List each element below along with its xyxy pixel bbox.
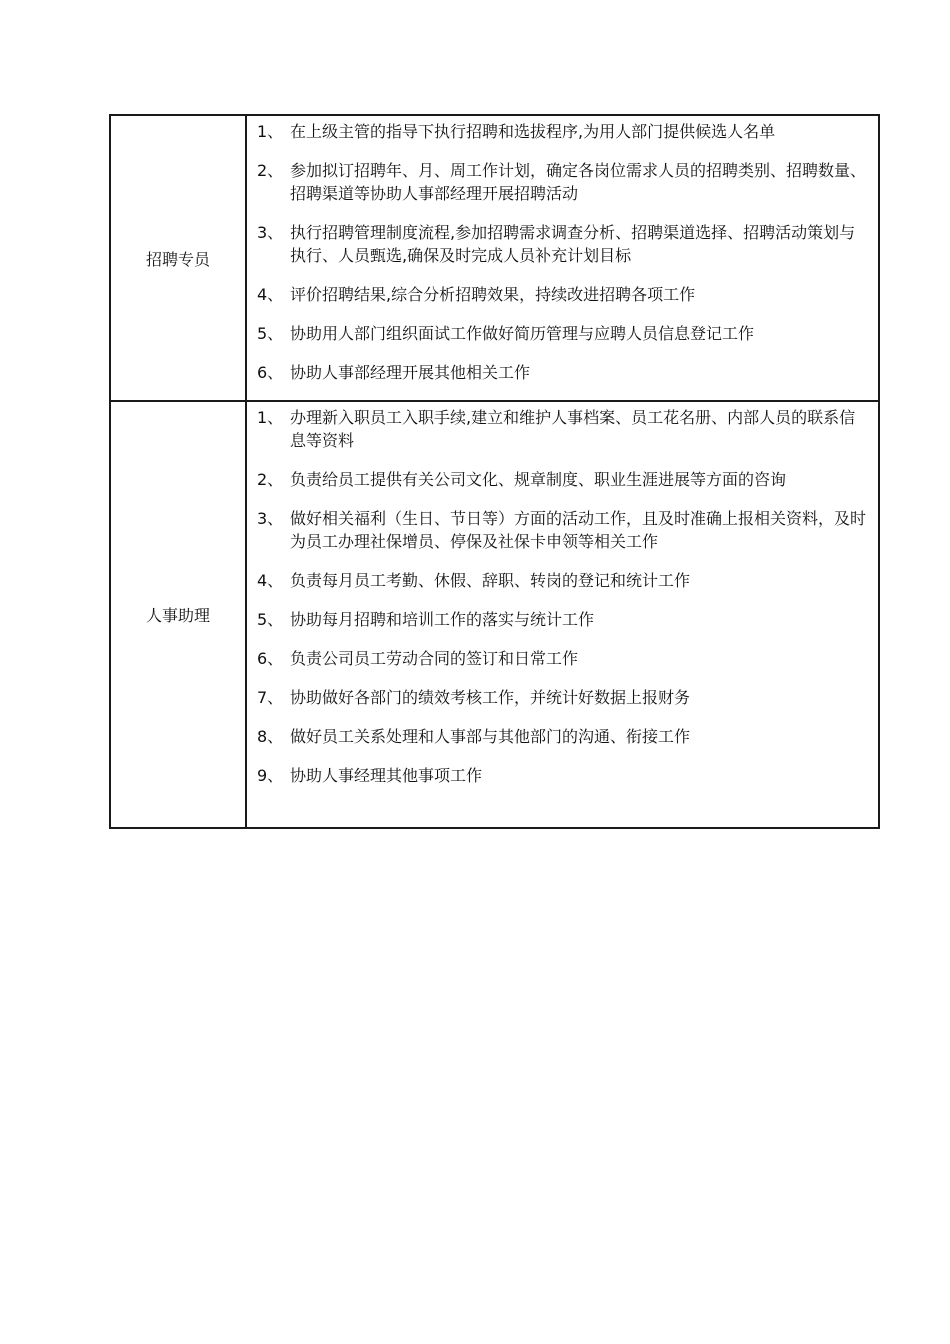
- duty-number: 6、: [257, 649, 284, 668]
- duty-number: 3、: [257, 509, 284, 528]
- duty-text: 评价招聘结果,综合分析招聘效果，持续改进招聘各项工作: [290, 285, 696, 304]
- duty-item: [257, 283, 870, 306]
- duty-list: [247, 402, 878, 787]
- duty-item: [257, 725, 870, 748]
- duty-number: 3、: [257, 223, 284, 242]
- duty-text: 协助人事经理其他事项工作: [290, 766, 483, 785]
- role-title-cell: [110, 115, 246, 401]
- duty-number: 2、: [257, 470, 284, 489]
- duty-item: [257, 221, 870, 267]
- duty-number: 4、: [257, 571, 284, 590]
- duty-item: [257, 159, 870, 205]
- duty-item: [257, 507, 870, 553]
- duty-number: 1、: [257, 408, 284, 427]
- duty-number: 4、: [257, 285, 284, 304]
- duty-list: [247, 116, 878, 384]
- duty-item: [257, 686, 870, 709]
- duty-text: 协助每月招聘和培训工作的落实与统计工作: [290, 610, 595, 629]
- duty-text: 做好员工关系处理和人事部与其他部门的沟通、衔接工作: [290, 727, 691, 746]
- duty-text: 协助用人部门组织面试工作做好简历管理与应聘人员信息登记工作: [290, 324, 755, 343]
- role-title: 招聘专员: [145, 249, 210, 269]
- role-title: 人事助理: [145, 606, 210, 625]
- duty-item: [257, 322, 870, 345]
- duty-number: 2、: [257, 161, 284, 180]
- duty-item: [257, 361, 870, 384]
- duty-text: 负责每月员工考勤、休假、辞职、转岗的登记和统计工作: [290, 571, 691, 590]
- duty-number: 9、: [257, 766, 284, 785]
- duties-cell: [246, 115, 879, 401]
- role-row-hr-assistant: [110, 401, 879, 828]
- duty-text: 办理新入职员工入职手续,建立和维护人事档案、员工花名册、内部人员的联系信息等资料: [290, 408, 856, 450]
- duty-text: 做好相关福利（生日、节日等）方面的活动工作，且及时准确上报相关资料，及时为员工办理社保增员、停保及社保卡申领等相关工作: [290, 509, 867, 551]
- duty-number: 7、: [257, 688, 284, 707]
- duty-item: [257, 468, 870, 491]
- duty-item: [257, 569, 870, 592]
- duty-item: [257, 764, 870, 787]
- duty-item: [257, 647, 870, 670]
- duty-text: 协助人事部经理开展其他相关工作: [290, 363, 531, 382]
- duty-text: 负责公司员工劳动合同的签订和日常工作: [290, 649, 579, 668]
- duty-text: 负责给员工提供有关公司文化、规章制度、职业生涯进展等方面的咨询: [290, 470, 787, 489]
- duties-cell: [246, 401, 879, 828]
- duty-number: 5、: [257, 610, 284, 629]
- duty-number: 8、: [257, 727, 284, 746]
- duty-number: 1、: [257, 122, 284, 141]
- duty-text: 参加拟订招聘年、月、周工作计划，确定各岗位需求人员的招聘类别、招聘数量、招聘渠道等协助人事部经理开展招聘活动: [290, 161, 867, 203]
- role-row-recruiter: [110, 115, 879, 401]
- duty-number: 6、: [257, 363, 284, 382]
- duty-text: 协助做好各部门的绩效考核工作，并统计好数据上报财务: [290, 688, 691, 707]
- duty-number: 5、: [257, 324, 284, 343]
- duty-text: 在上级主管的指导下执行招聘和选拔程序,为用人部门提供候选人名单: [290, 122, 776, 141]
- duty-item: [257, 608, 870, 631]
- duty-text: 执行招聘管理制度流程,参加招聘需求调查分析、招聘渠道选择、招聘活动策划与执行、人员甄选,确保及时完成人员补充计划目标: [290, 223, 856, 265]
- role-title-cell: [110, 401, 246, 828]
- duty-item: [257, 406, 870, 452]
- job-duties-table: [109, 114, 880, 829]
- duty-item: [257, 120, 870, 143]
